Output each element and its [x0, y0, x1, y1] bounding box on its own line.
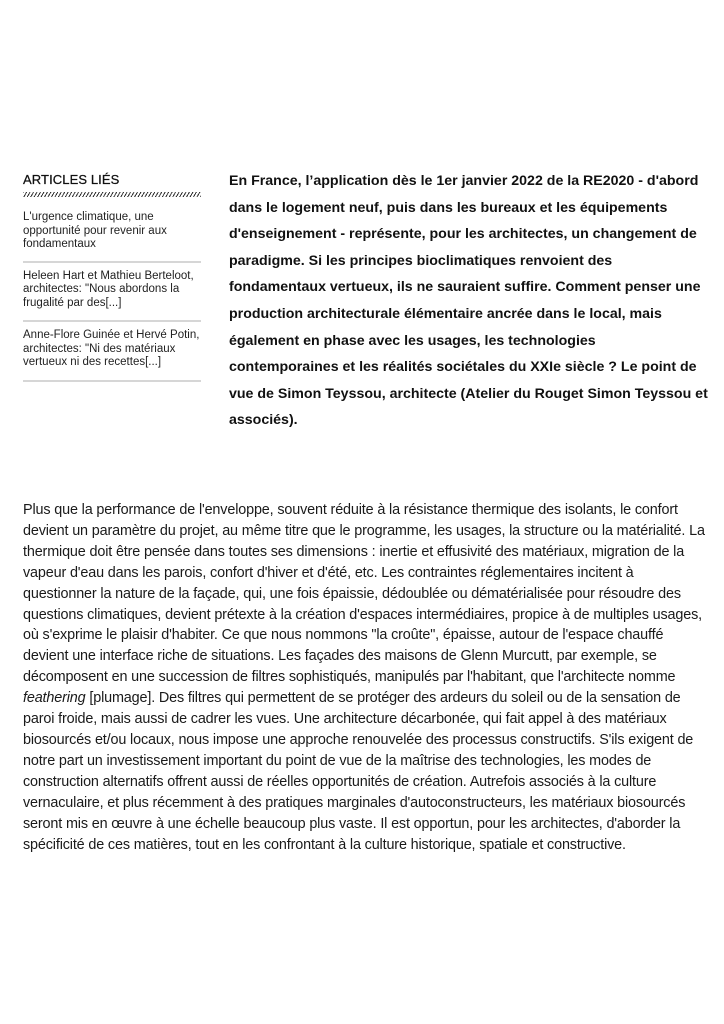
body-text-part-1: Plus que la performance de l'enveloppe, souvent réduite à la résistance thermique des isolants, le confort devient un paramètre du projet, au même titre que le programme, les usages, la structure ou la matérialité. La thermique doit être pensée dans toutes ses dimensions : inertie et effusivité des matériaux, migration de la vapeur d'eau dans les parois, confort d'hiver et d'été, etc. Les contraintes réglementaires incitent à questionner la nature de la façade, qui, une fois épaissie, dédoublée ou dématérialisée pour résoudre des questions climatiques, devient prétexte à la création d'espaces intermédiaires, propice à de multiples usages, où s'exprime le plaisir d'habiter. Ce que nous nommons "la croûte", épaisse, autour de l'espace chauffé devient une interface riche de situations. Les façades des maisons de Glenn Murcutt, par exemple, se décomposent en une succession de filtres sophistiqués, manipulés par l'habitant, que l'architecte nomme	[23, 502, 705, 686]
article-lead-paragraph: En France, l’application dès le 1er janvier 2022 de la RE2020 - d'abord dans le logement neuf, puis dans les bureaux et les équipements d'enseignement - représente, pour les architectes, un changement de paradigme. Si les principes bioclimatiques renvoient des fondamentaux vertueux, ils ne sauraient suffire. Comment penser une production architecturale élémentaire ancrée dans le local, mais également en phase avec les usages, les technologies contemporaines et les réalités sociétales du XXIe siècle ? Le point de vue de Simon Teyssou, architecte (Atelier du Rouget Simon Teyssou et associés).	[229, 173, 708, 429]
body-text-part-2: [plumage]. Des filtres qui permettent de se protéger des ardeurs du soleil ou de la sensation de paroi froide, mais aussi de cadrer les vues. Une architecture décarbonée, qui fait appel à des matériaux biosourcés et/ou locaux, nous impose une approche renouvelée des processus constructifs. S'ils exigent de notre part un investissement important du point de vue de la maîtrise des technologies, les modes de construction alternatifs offrent aussi de réelles opportunités de création. Autrefois associés à la culture vernaculaire, et plus récemment à des pratiques marginales d'autoconstructeurs, les matériaux biosourcés seront mis en œuvre à une échelle beaucoup plus vaste. Il est opportun, pour les architectes, d'aborder la spécificité de ces matières, tout en les confrontant à la culture historique, spatiale et constructive.	[23, 690, 694, 853]
related-article-link[interactable]: Heleen Hart et Mathieu Berteloot, architectes: "Nous abordons la frugalité par des[...]	[23, 270, 201, 323]
article-body-paragraph	[23, 500, 709, 855]
related-articles-heading: ARTICLES LIÉS	[23, 172, 120, 187]
related-articles-sidebar	[23, 172, 201, 389]
related-article-link[interactable]: L'urgence climatique, une opportunité pour revenir aux fondamentaux	[23, 211, 201, 263]
related-article-link[interactable]: Anne-Flore Guinée et Hervé Potin, architectes: "Ni des matériaux vertueux ni des recettes[...]	[23, 329, 201, 382]
hatched-divider	[23, 192, 201, 197]
related-articles-list	[23, 211, 201, 382]
italic-term: feathering	[23, 690, 86, 707]
